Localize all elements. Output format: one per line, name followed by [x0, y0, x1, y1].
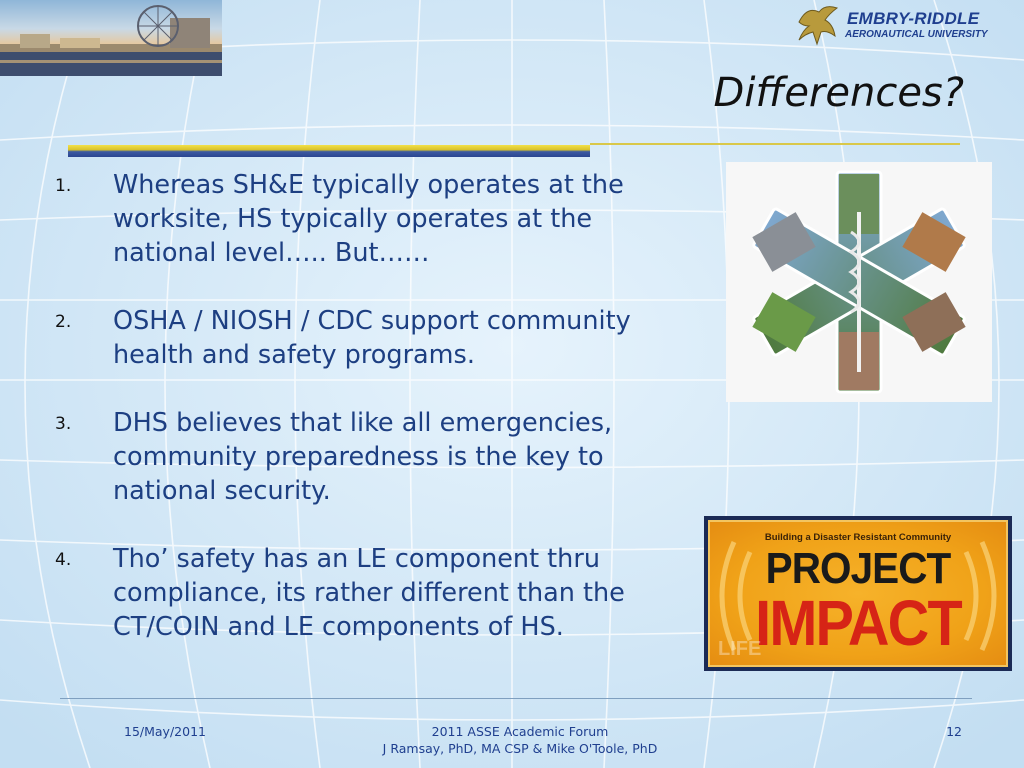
title-rule — [590, 143, 960, 145]
list-item — [55, 304, 700, 372]
list-item — [55, 542, 700, 644]
item-text: DHS believes that like all emergencies, community preparedness is the key to national security. — [113, 408, 613, 506]
item-text: Whereas SH&E typically operates at the worksite, HS typically operates at the national level….. But…… — [113, 170, 624, 268]
university-name: EMBRY-RIDDLE — [847, 9, 980, 28]
project-impact-badge — [704, 516, 1012, 671]
footer-divider — [60, 698, 972, 699]
footer-event: 2011 ASSE Academic Forum — [431, 724, 609, 739]
item-text: Tho’ safety has an LE component thru compliance, its rather different than the CT/COIN and LE components of HS. — [113, 544, 625, 642]
star-of-life-collage-image — [726, 162, 992, 402]
list-item — [55, 168, 700, 270]
list-item — [55, 406, 700, 508]
footer-date: 15/May/2011 — [124, 724, 206, 739]
life-watermark: LIFE — [718, 638, 762, 660]
university-logo — [795, 2, 1010, 46]
item-number: 1. — [55, 176, 72, 196]
footer-authors: J Ramsay, PhD, MA CSP & Mike O'Toole, PhD — [382, 741, 658, 756]
footer-center — [300, 723, 740, 757]
university-subtitle: AERONAUTICAL UNIVERSITY — [845, 29, 988, 40]
item-number: 4. — [55, 550, 72, 570]
project-impact-subtitle: Building a Disaster Resistant Community — [764, 532, 952, 543]
project-impact-word-project: PROJECT — [765, 544, 951, 593]
item-number: 2. — [55, 312, 72, 332]
slide-title: Differences? — [713, 70, 964, 116]
item-text: OSHA / NIOSH / CDC support community health and safety programs. — [113, 306, 631, 370]
eagle-icon — [795, 2, 841, 46]
project-impact-word-impact: IMPACT — [755, 587, 961, 659]
item-number: 3. — [55, 414, 72, 434]
bullet-list — [55, 168, 700, 678]
title-underline-bar — [68, 145, 590, 157]
city-pier-photo — [0, 0, 222, 76]
slide-number: 12 — [946, 724, 962, 739]
